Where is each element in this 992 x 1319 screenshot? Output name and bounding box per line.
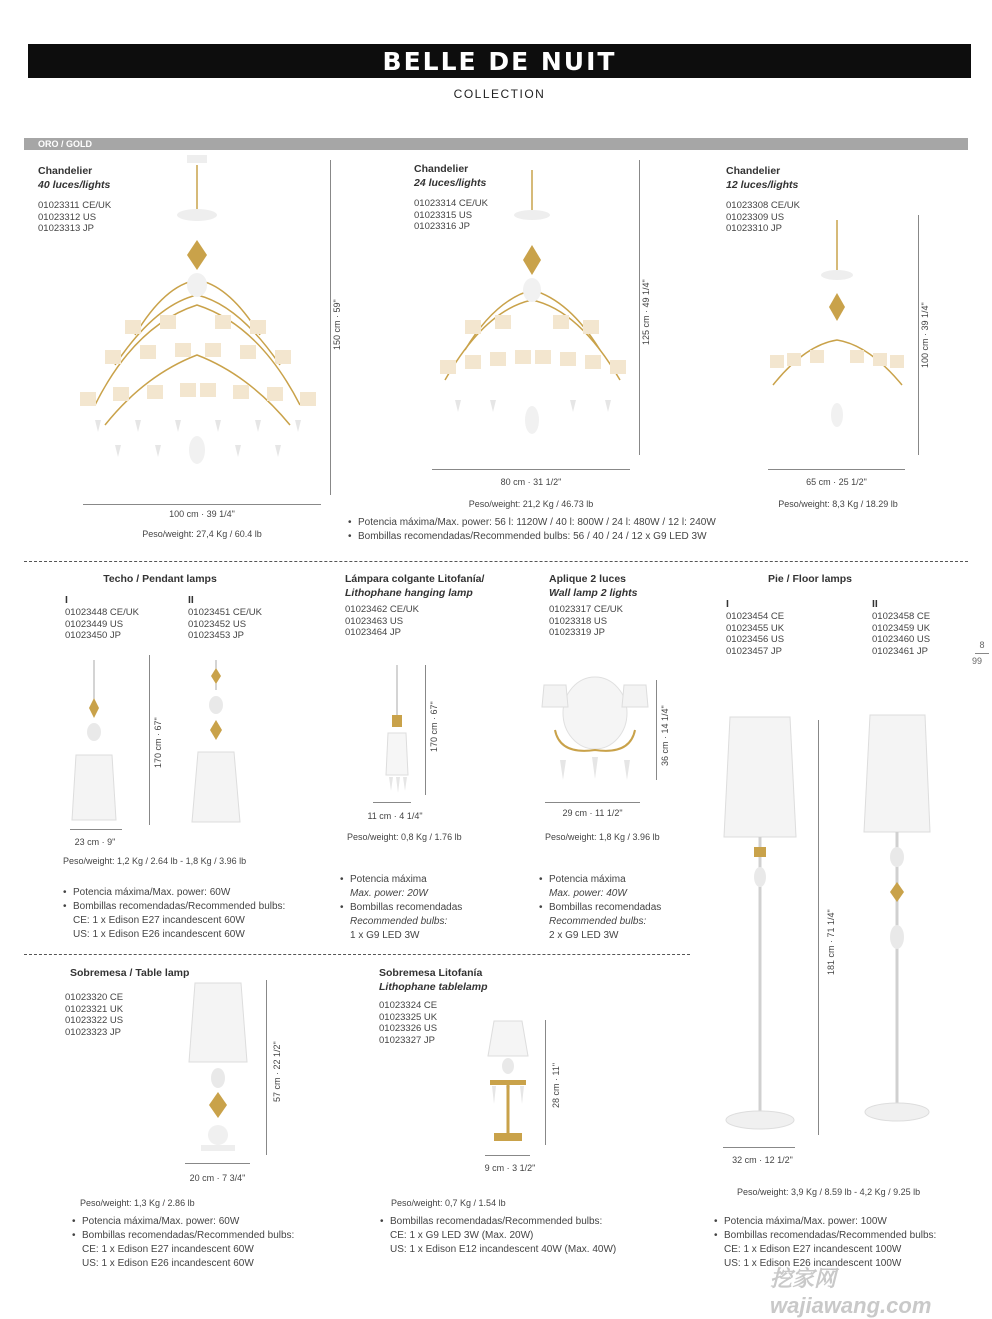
product-code: 01023461 JP [872, 645, 928, 657]
product-code: 01023449 US [65, 618, 124, 630]
dimension-line [432, 469, 630, 470]
litho-hanging-specs: • Potencia máxima Max. power: 20W • Bombillas recomendadas Recommended bulbs: 1 x G9 LED 3W [340, 874, 463, 941]
width-dim: 11 cm · 4 1/4" [367, 811, 423, 821]
product-lights: 24 luces/lights [414, 177, 487, 189]
width-dim: 80 cm · 31 1/2" [500, 477, 562, 487]
dimension-line [70, 829, 122, 830]
weight-text: Peso/weight: 0,8 Kg / 1.76 lb [347, 832, 462, 842]
section-bar [24, 138, 968, 150]
litho-table-info [379, 966, 488, 1046]
product-name: Sobremesa Litofanía [379, 967, 483, 979]
floor-title: Pie / Floor lamps [767, 573, 853, 585]
dimension-line [425, 665, 426, 795]
weight-text: Peso/weight: 8,3 Kg / 18.29 lb [778, 499, 898, 509]
height-dim: 170 cm · 67" [429, 701, 439, 752]
height-dim: 36 cm · 14 1/4" [660, 705, 670, 766]
product-code: 01023452 US [188, 618, 247, 630]
product-code: 01023317 CE/UK [549, 604, 623, 615]
product-code: 01023464 JP [345, 627, 401, 638]
product-lights: 40 luces/lights [38, 179, 111, 191]
product-name-en: Wall lamp 2 lights [549, 587, 638, 599]
width-dim: 65 cm · 25 1/2" [806, 477, 867, 487]
product-name: Aplique 2 luces [549, 573, 627, 585]
product-name: Chandelier [38, 165, 93, 177]
product-code: 01023315 US [414, 209, 473, 221]
litho-hanging-image [380, 665, 420, 800]
product-code: 01023448 CE/UK [65, 607, 139, 618]
product-code: 01023459 UK [872, 622, 931, 634]
weight-text: Peso/weight: 27,4 Kg / 60.4 lb [142, 529, 262, 539]
dimension-line [373, 802, 411, 803]
width-dim: 23 cm · 9" [74, 837, 116, 847]
product-code: 01023327 JP [379, 1034, 435, 1046]
floor-specs: • Potencia máxima/Max. power: 100W • Bombillas recomendadas/Recommended bulbs: CE: 1 x Edison E27 incandescent 100W US: 1 x Edison E26 incandescent 100W [714, 1216, 937, 1269]
pendant-specs: • Potencia máxima/Max. power: 60W • Bombillas recomendadas/Recommended bulbs: CE: 1 x Edison E27 incandescent 60W US: 1 x Edison E26 incandescent 60W [63, 887, 286, 940]
height-dim: 170 cm · 67" [153, 717, 163, 768]
wall-lamp-info [549, 572, 638, 639]
dimension-line [545, 802, 640, 803]
height-dim: 181 cm · 71 1/4" [826, 909, 836, 975]
dimension-line [185, 1163, 250, 1164]
divider [24, 954, 690, 955]
product-code: 01023310 JP [726, 223, 782, 234]
pendant-I-info [65, 593, 139, 642]
height-dim: 100 cm · 39 1/4" [920, 302, 930, 368]
product-code: 01023463 US [345, 615, 404, 627]
litho-hanging-info [345, 572, 484, 639]
weight-text: Peso/weight: 0,7 Kg / 1.54 lb [391, 1198, 506, 1208]
height-dim: 28 cm · 11" [551, 1062, 561, 1108]
variant-label: II [872, 598, 878, 610]
product-code: 01023323 JP [65, 1026, 121, 1038]
table-title: Sobremesa / Table lamp [70, 967, 190, 979]
chandelier-bulbs-spec: • Bombillas recomendadas/Recommended bulbs: 56 / 40 / 24 / 12 x G9 LED 3W [348, 531, 707, 542]
litho-table-image [484, 1018, 534, 1148]
product-code: 01023454 CE [726, 611, 785, 622]
product-name-en: Lithophane hanging lamp [345, 587, 473, 599]
product-code: 01023462 CE/UK [345, 604, 419, 615]
litho-table-specs: • Bombillas recomendadas/Recommended bulbs: CE: 1 x G9 LED 3W (Max. 20W) US: 1 x Edison E12 incandescent 40W (Max. 40W) [380, 1216, 617, 1255]
dimension-line [330, 160, 331, 495]
page-rule [975, 653, 989, 654]
section-label: ORO / GOLD [38, 139, 92, 149]
product-name: Chandelier [414, 163, 469, 175]
table-lamp-image [185, 980, 250, 1155]
dimension-line [656, 680, 657, 780]
floor-I-info [726, 597, 784, 657]
product-code: 01023457 JP [726, 645, 782, 657]
variant-label: II [188, 594, 194, 606]
product-code: 01023458 CE [872, 611, 931, 622]
product-code: 01023308 CE/UK [726, 200, 800, 211]
product-code: 01023455 UK [726, 622, 785, 634]
table-specs: • Potencia máxima/Max. power: 60W • Bombillas recomendadas/Recommended bulbs: CE: 1 x Edison E27 incandescent 60W US: 1 x Edison E26 incandescent 60W [72, 1216, 295, 1269]
product-lights: 12 luces/lights [726, 179, 799, 191]
product-name: Lámpara colgante Litofanía/ [345, 573, 485, 585]
width-dim: 29 cm · 11 1/2" [562, 808, 623, 818]
product-code: 01023312 US [38, 211, 97, 223]
product-code: 01023326 US [379, 1023, 438, 1034]
height-dim: 57 cm · 22 1/2" [272, 1041, 282, 1102]
width-dim: 9 cm · 3 1/2" [484, 1163, 536, 1173]
dimension-line [83, 504, 321, 505]
product-name-en: Lithophane tablelamp [379, 981, 488, 993]
product-code: 01023318 US [549, 615, 608, 627]
product-code: 01023324 CE [379, 1000, 438, 1011]
chandelier-power-spec: • Potencia máxima/Max. power: 56 l: 1120W / 40 l: 800W / 24 l: 480W / 12 l: 240W [348, 517, 716, 528]
height-dim: 125 cm · 49 1/4" [641, 279, 651, 345]
width-dim: 32 cm · 12 1/2" [732, 1155, 793, 1165]
product-code: 01023460 US [872, 634, 931, 645]
chandelier-12-image [765, 215, 910, 440]
product-code: 01023309 US [726, 211, 785, 223]
page-mark: 8 [979, 640, 985, 650]
table-lamp-info [65, 992, 123, 1038]
weight-text: Peso/weight: 1,8 Kg / 3.96 lb [545, 832, 660, 842]
dimension-line [545, 1020, 546, 1145]
watermark: 挖家网 wajiawang.com [770, 1266, 932, 1318]
dimension-line [266, 980, 267, 1155]
weight-text: Peso/weight: 21,2 Kg / 46.73 lb [468, 499, 594, 509]
product-code: 01023319 JP [549, 627, 605, 638]
dimension-line [918, 215, 919, 455]
product-code: 01023451 CE/UK [188, 607, 262, 618]
floor-II-info [872, 597, 930, 657]
product-code: 01023453 JP [188, 630, 244, 641]
dimension-line [818, 720, 819, 1135]
wall-lamp-image [540, 675, 650, 790]
divider [24, 561, 968, 562]
dimension-line [723, 1147, 795, 1148]
height-dim: 150 cm · 59" [332, 299, 342, 350]
pendant-II-info [188, 593, 262, 642]
product-code: 01023456 US [726, 634, 785, 645]
chandelier-40-image [75, 155, 320, 505]
product-code: 01023313 JP [38, 223, 94, 234]
pendant-title: Techo / Pendant lamps [103, 573, 217, 585]
product-code: 01023321 UK [65, 1003, 124, 1015]
product-name: Chandelier [726, 165, 781, 177]
product-code: 01023325 UK [379, 1011, 438, 1023]
dimension-line [768, 469, 905, 470]
product-code: 01023320 CE [65, 992, 124, 1003]
product-code: 01023311 CE/UK [38, 200, 112, 211]
dimension-line [149, 655, 150, 825]
page-title: BELLE DE NUIT [382, 47, 617, 76]
page-subtitle: COLLECTION [453, 87, 546, 101]
variant-label: I [726, 598, 729, 610]
product-code: 01023450 JP [65, 630, 121, 641]
width-dim: 20 cm · 7 3/4" [189, 1173, 246, 1183]
product-code: 01023322 US [65, 1015, 124, 1026]
page-number: 99 [972, 656, 983, 666]
chandelier-24-image [435, 160, 630, 445]
weight-text: Peso/weight: 1,3 Kg / 2.86 lb [80, 1198, 195, 1208]
dimension-line [485, 1155, 530, 1156]
wall-lamp-specs: • Potencia máxima Max. power: 40W • Bombillas recomendadas Recommended bulbs: 2 x G9 LED 3W [539, 874, 662, 941]
product-code: 01023314 CE/UK [414, 198, 488, 209]
weight-text: Peso/weight: 3,9 Kg / 8.59 lb - 4,2 Kg / 9.25 lb [737, 1187, 921, 1197]
dimension-line [639, 160, 640, 455]
product-code: 01023316 JP [414, 221, 470, 232]
width-dim: 100 cm · 39 1/4" [169, 509, 235, 519]
variant-label: I [65, 594, 68, 606]
weight-text: Peso/weight: 1,2 Kg / 2.64 lb - 1,8 Kg / 3.96 lb [63, 856, 247, 866]
